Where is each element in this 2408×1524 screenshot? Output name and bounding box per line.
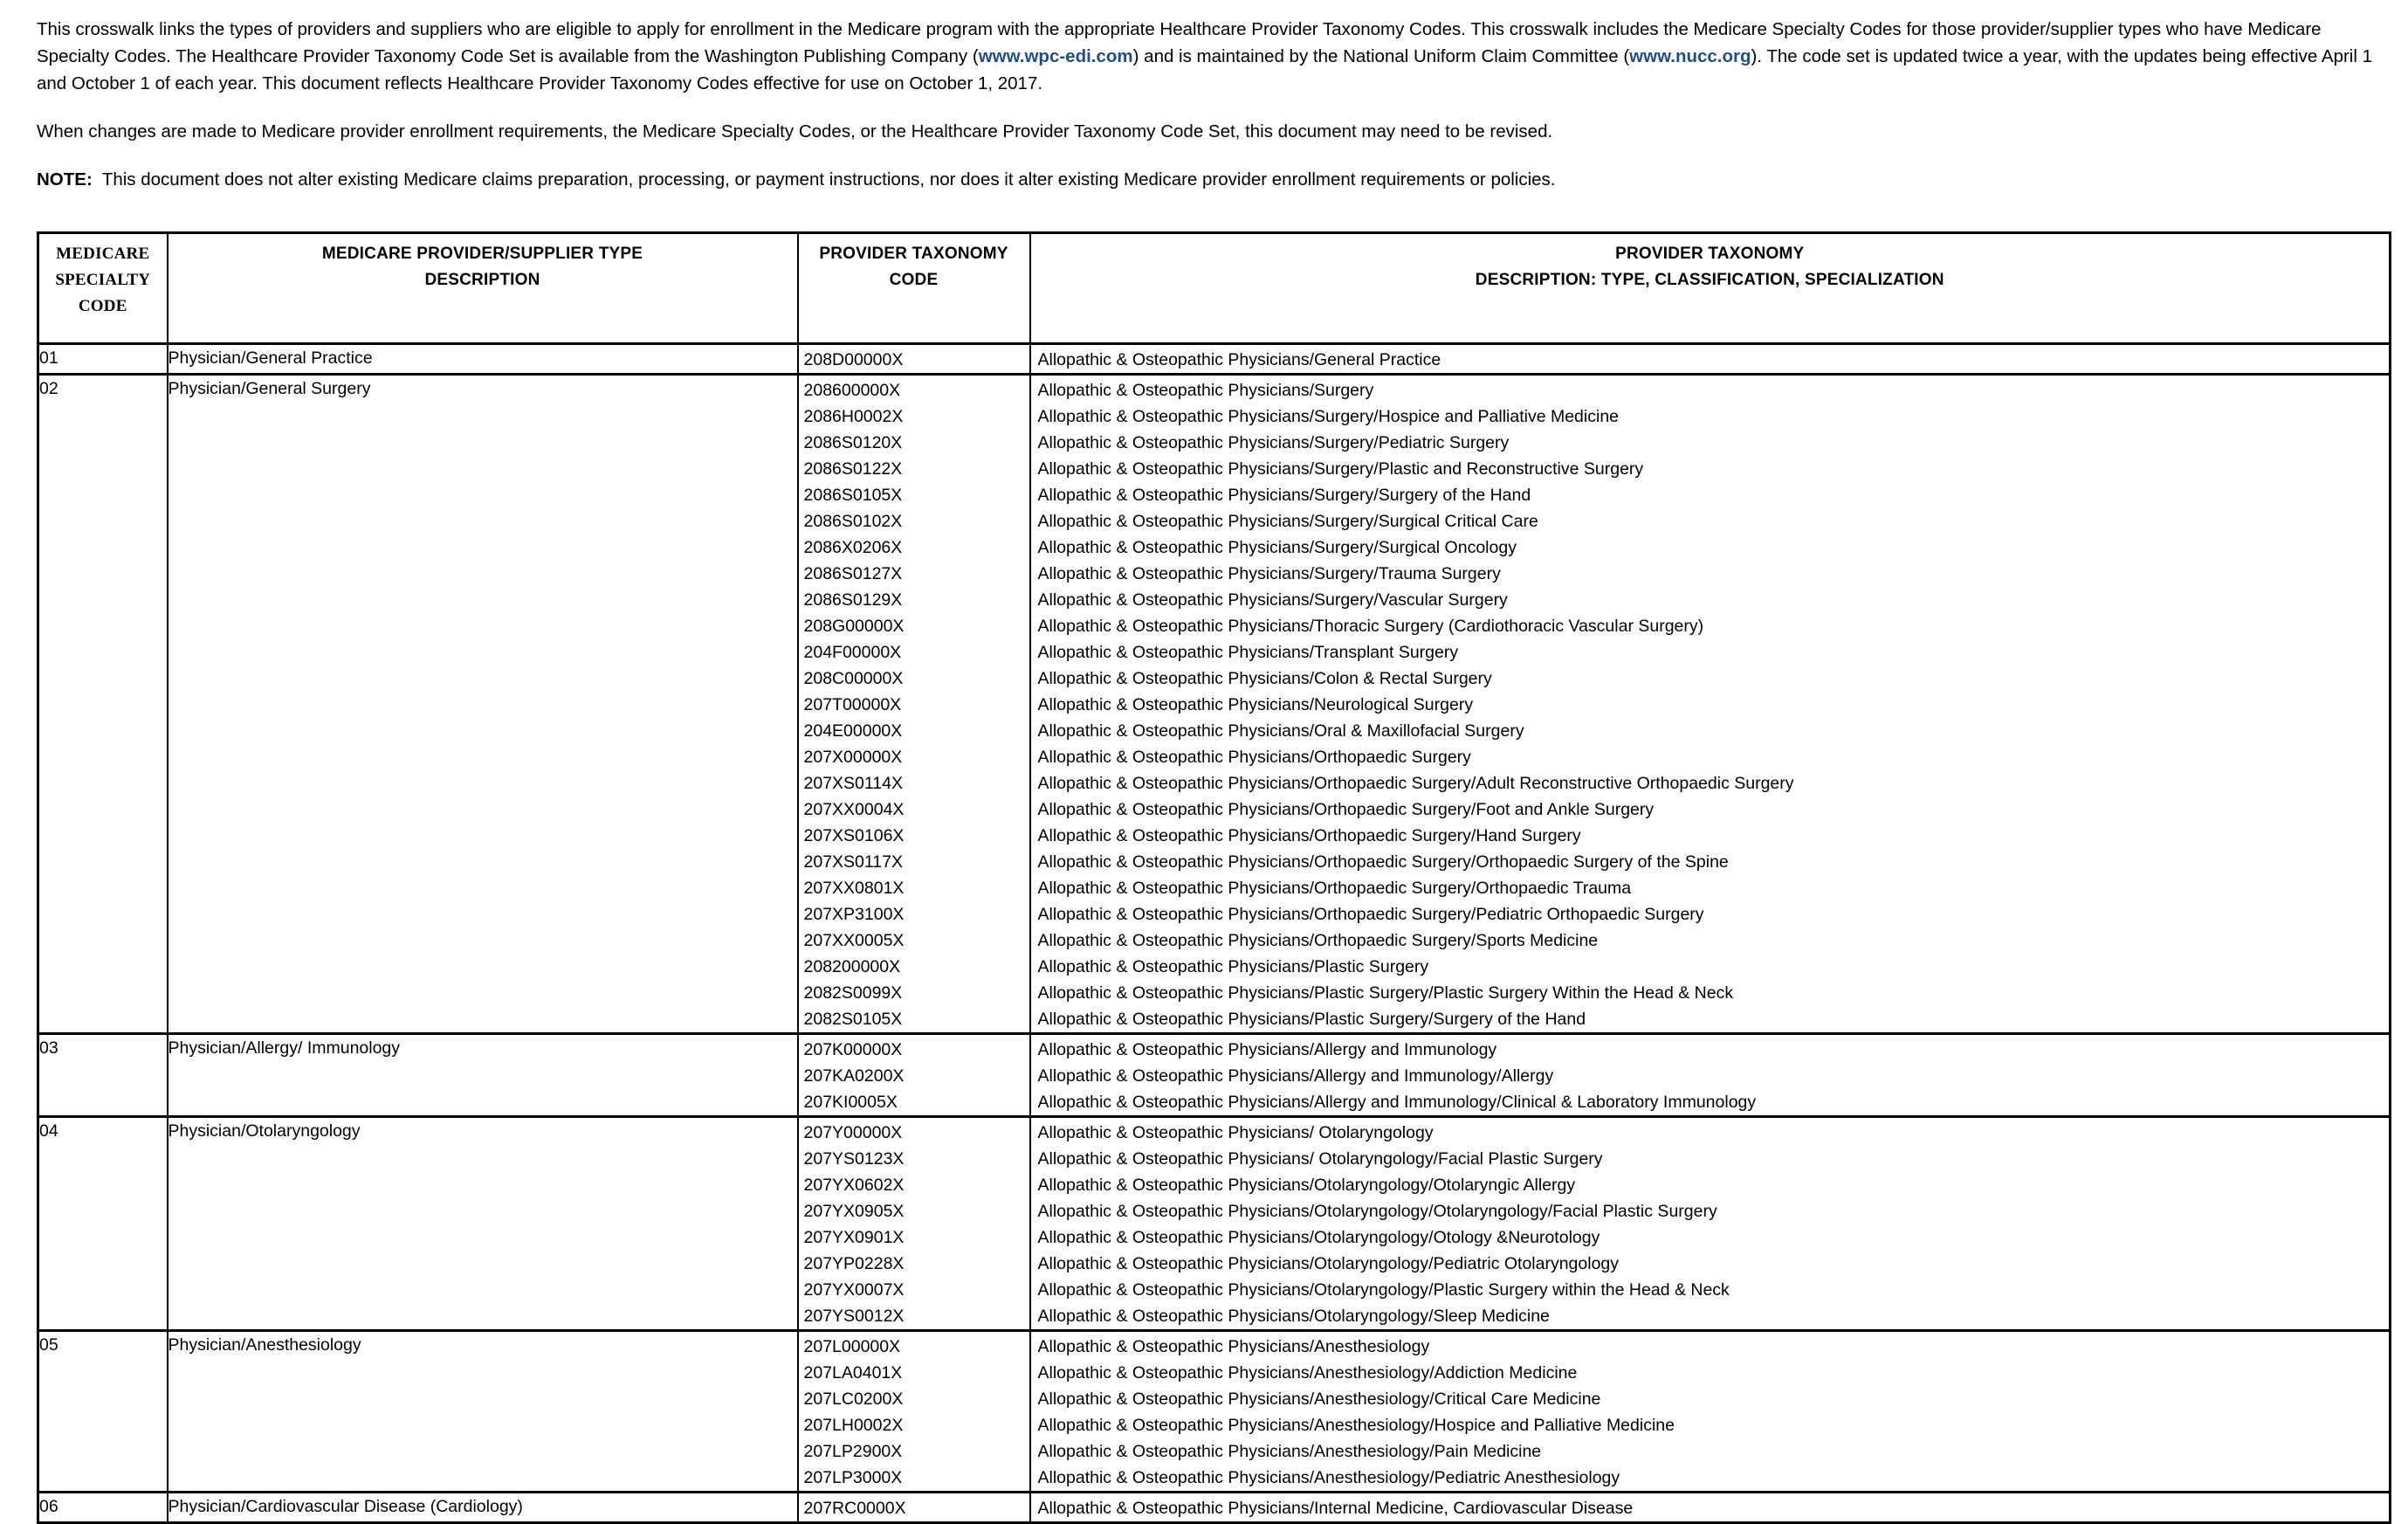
taxonomy-description: Allopathic & Osteopathic Physicians/ Otolaryngology/Facial Plastic Surgery xyxy=(1037,1149,1603,1169)
col-header-taxonomy-code-line-2: CODE xyxy=(889,271,939,289)
cell-taxonomy-codes xyxy=(798,1331,1030,1493)
taxonomy-description: Allopathic & Osteopathic Physicians/Surgery/Surgery of the Hand xyxy=(1037,486,1531,505)
wpc-edi-link[interactable]: www.wpc-edi.com xyxy=(978,46,1133,66)
taxonomy-code: 207KI0005X xyxy=(803,1093,898,1112)
cell-taxonomy-descriptions xyxy=(1030,1331,2391,1493)
taxonomy-description: Allopathic & Osteopathic Physicians/Otolaryngology/Pediatric Otolaryngology xyxy=(1037,1254,1620,1273)
taxonomy-description: Allopathic & Osteopathic Physicians/Colon & Rectal Surgery xyxy=(1037,669,1492,688)
taxonomy-description: Allopathic & Osteopathic Physicians/Surgery/Trauma Surgery xyxy=(1037,564,1501,583)
taxonomy-code: 207Y00000X xyxy=(803,1123,903,1142)
taxonomy-code: 207LC0200X xyxy=(803,1390,904,1409)
cell-taxonomy-codes xyxy=(798,1493,1030,1523)
cell-provider-type: Physician/Cardiovascular Disease (Cardiology) xyxy=(168,1493,798,1523)
table-row xyxy=(38,1117,2391,1331)
taxonomy-description: Allopathic & Osteopathic Physicians/Orthopaedic Surgery/Hand Surgery xyxy=(1037,826,1581,845)
taxonomy-code: 207YX0901X xyxy=(803,1228,905,1247)
taxonomy-code: 207LH0002X xyxy=(803,1416,904,1435)
taxonomy-description: Allopathic & Osteopathic Physicians/Surgery/Surgical Oncology xyxy=(1037,538,1517,557)
taxonomy-description: Allopathic & Osteopathic Physicians/Orthopaedic Surgery/Sports Medicine xyxy=(1037,931,1599,950)
taxonomy-description: Allopathic & Osteopathic Physicians/Neurological Surgery xyxy=(1037,695,1474,714)
table-row xyxy=(38,344,2391,375)
table-header-row xyxy=(38,233,2391,344)
taxonomy-description: Allopathic & Osteopathic Physicians/Orthopaedic Surgery xyxy=(1037,748,1471,767)
cell-taxonomy-codes xyxy=(798,1034,1030,1117)
taxonomy-code: 207YP0228X xyxy=(803,1254,905,1273)
table-body xyxy=(38,344,2391,1523)
taxonomy-code: 2082S0105X xyxy=(803,1010,903,1029)
cell-taxonomy-codes xyxy=(798,1117,1030,1331)
taxonomy-code: 2086S0122X xyxy=(803,459,903,479)
cell-taxonomy-descriptions xyxy=(1030,375,2391,1034)
taxonomy-code: 207LP3000X xyxy=(803,1468,903,1487)
intro-paragraph-1 xyxy=(37,16,2385,97)
taxonomy-description: Allopathic & Osteopathic Physicians/Plastic Surgery/Surgery of the Hand xyxy=(1037,1010,1586,1029)
cell-taxonomy-descriptions xyxy=(1030,1034,2391,1117)
intro-note xyxy=(37,166,2385,193)
cell-taxonomy-descriptions xyxy=(1030,1493,2391,1523)
taxonomy-description: Allopathic & Osteopathic Physicians/Allergy and Immunology/Allergy xyxy=(1037,1066,1554,1086)
cell-specialty-code: 01 xyxy=(38,344,168,375)
taxonomy-code: 204F00000X xyxy=(803,643,902,662)
taxonomy-code: 207L00000X xyxy=(803,1337,901,1356)
cell-specialty-code: 06 xyxy=(38,1493,168,1523)
taxonomy-description: Allopathic & Osteopathic Physicians/Thoracic Surgery (Cardiothoracic Vascular Surgery) xyxy=(1037,617,1704,636)
table-row xyxy=(38,1493,2391,1523)
taxonomy-description: Allopathic & Osteopathic Physicians/Surgery/Plastic and Reconstructive Surgery xyxy=(1037,459,1644,479)
taxonomy-code: 207YS0012X xyxy=(803,1307,905,1326)
taxonomy-description: Allopathic & Osteopathic Physicians/Anesthesiology/Pediatric Anesthesiology xyxy=(1037,1468,1620,1487)
taxonomy-description: Allopathic & Osteopathic Physicians/Anesthesiology/Addiction Medicine xyxy=(1037,1363,1578,1383)
taxonomy-code: 207YX0602X xyxy=(803,1176,905,1195)
table-row xyxy=(38,1034,2391,1117)
taxonomy-code: 2086S0120X xyxy=(803,433,903,452)
taxonomy-description: Allopathic & Osteopathic Physicians/Orthopaedic Surgery/Orthopaedic Trauma xyxy=(1037,879,1632,898)
taxonomy-code: 207XX0801X xyxy=(803,879,905,898)
taxonomy-description: Allopathic & Osteopathic Physicians/Surgery/Vascular Surgery xyxy=(1037,590,1508,610)
taxonomy-code: 2086X0206X xyxy=(803,538,903,557)
cell-specialty-code: 03 xyxy=(38,1034,168,1117)
taxonomy-description: Allopathic & Osteopathic Physicians/Transplant Surgery xyxy=(1037,643,1459,662)
taxonomy-code: 207XS0114X xyxy=(803,774,903,793)
taxonomy-code: 2086S0105X xyxy=(803,486,903,505)
taxonomy-description: Allopathic & Osteopathic Physicians/Oral & Maxillofacial Surgery xyxy=(1037,721,1524,741)
taxonomy-description: Allopathic & Osteopathic Physicians/General Practice xyxy=(1037,350,1441,369)
cell-specialty-code: 05 xyxy=(38,1331,168,1493)
cell-taxonomy-codes xyxy=(798,375,1030,1034)
col-header-provider-type xyxy=(168,233,798,344)
taxonomy-code: 208C00000X xyxy=(803,669,904,688)
taxonomy-description: Allopathic & Osteopathic Physicians/Anesthesiology/Pain Medicine xyxy=(1037,1442,1542,1461)
taxonomy-description: Allopathic & Osteopathic Physicians/Orthopaedic Surgery/Foot and Ankle Surgery xyxy=(1037,800,1655,819)
taxonomy-code: 208G00000X xyxy=(803,617,905,636)
taxonomy-description: Allopathic & Osteopathic Physicians/ Otolaryngology xyxy=(1037,1123,1434,1142)
cell-provider-type: Physician/General Practice xyxy=(168,344,798,375)
taxonomy-description: Allopathic & Osteopathic Physicians/Anesthesiology xyxy=(1037,1337,1430,1356)
taxonomy-code: 207K00000X xyxy=(803,1040,903,1059)
crosswalk-table-wrapper xyxy=(37,231,2389,1524)
crosswalk-table xyxy=(37,231,2391,1524)
col-header-taxonomy-code xyxy=(798,233,1030,344)
taxonomy-description: Allopathic & Osteopathic Physicians/Allergy and Immunology/Clinical & Laboratory Immunology xyxy=(1037,1093,1757,1112)
taxonomy-code: 207YX0007X xyxy=(803,1280,905,1300)
cell-taxonomy-codes xyxy=(798,344,1030,375)
taxonomy-description: Allopathic & Osteopathic Physicians/Orthopaedic Surgery/Pediatric Orthopaedic Surgery xyxy=(1037,905,1704,924)
taxonomy-description: Allopathic & Osteopathic Physicians/Anesthesiology/Critical Care Medicine xyxy=(1037,1390,1601,1409)
taxonomy-description: Allopathic & Osteopathic Physicians/Otolaryngology/Otolaryngic Allergy xyxy=(1037,1176,1576,1195)
intro-text-block xyxy=(37,16,2385,193)
taxonomy-description: Allopathic & Osteopathic Physicians/Anesthesiology/Hospice and Palliative Medicine xyxy=(1037,1416,1675,1435)
taxonomy-code: 2082S0099X xyxy=(803,983,903,1003)
col-header-specialty-code xyxy=(38,233,168,344)
taxonomy-code: 207XS0106X xyxy=(803,826,905,845)
taxonomy-description: Allopathic & Osteopathic Physicians/Surgery xyxy=(1037,381,1374,400)
taxonomy-code: 208200000X xyxy=(803,957,901,976)
taxonomy-description: Allopathic & Osteopathic Physicians/Orthopaedic Surgery/Orthopaedic Surgery of the Spine xyxy=(1037,852,1729,872)
taxonomy-description: Allopathic & Osteopathic Physicians/Plastic Surgery/Plastic Surgery Within the Head & Neck xyxy=(1037,983,1734,1003)
taxonomy-code: 207XX0005X xyxy=(803,931,905,950)
taxonomy-code: 208D00000X xyxy=(803,350,904,369)
cell-provider-type: Physician/Anesthesiology xyxy=(168,1331,798,1493)
intro-paragraph-1-part-c: ). The code set is updated twice a year, with the updates being effective April 1 and October 1 of each year. This document reflects Healthcare Provider Taxonomy Codes effective for use on October 1, 2017. xyxy=(37,46,2372,93)
taxonomy-code: 207RC0000X xyxy=(803,1499,906,1518)
taxonomy-description: Allopathic & Osteopathic Physicians/Orthopaedic Surgery/Adult Reconstructive Orthopaedic Surgery xyxy=(1037,774,1794,793)
taxonomy-description: Allopathic & Osteopathic Physicians/Internal Medicine, Cardiovascular Disease xyxy=(1037,1499,1634,1518)
col-header-taxonomy-description-line-1: PROVIDER TAXONOMY xyxy=(1615,245,1805,263)
taxonomy-description: Allopathic & Osteopathic Physicians/Otolaryngology/Otolaryngology/Facial Plastic Surgery xyxy=(1037,1202,1717,1221)
col-header-taxonomy-description xyxy=(1030,233,2391,344)
col-header-provider-type-line-1: MEDICARE PROVIDER/SUPPLIER TYPE xyxy=(321,245,643,263)
col-header-specialty-code-line-2: SPECIALTY xyxy=(55,271,151,289)
taxonomy-description: Allopathic & Osteopathic Physicians/Surgery/Pediatric Surgery xyxy=(1037,433,1510,452)
taxonomy-description: Allopathic & Osteopathic Physicians/Otolaryngology/Otology &Neurotology xyxy=(1037,1228,1600,1247)
note-label: NOTE: xyxy=(37,169,93,190)
intro-paragraph-1-part-b: ) and is maintained by the National Uniform Claim Committee ( xyxy=(1132,46,1630,66)
intro-paragraph-2: When changes are made to Medicare provider enrollment requirements, the Medicare Specialty Codes, or the Healthcare Provider Taxonomy Code Set, this document may need to be revised. xyxy=(37,121,1553,141)
taxonomy-description: Allopathic & Osteopathic Physicians/Surgery/Hospice and Palliative Medicine xyxy=(1037,407,1620,426)
taxonomy-code: 2086S0129X xyxy=(803,590,903,610)
taxonomy-code: 207XS0117X xyxy=(803,852,903,872)
col-header-taxonomy-description-line-2: DESCRIPTION: TYPE, CLASSIFICATION, SPECIALIZATION xyxy=(1475,271,1944,289)
intro-paragraph-1-part-a: This crosswalk links the types of providers and suppliers who are eligible to apply for enrollment in the Medicare program with the appropriate Healthcare Provider Taxonomy Codes. This crosswalk includes the Medicare Specialty Codes for those provider/supplier types who have Medicare Specialty Codes. The Healthcare Provider Taxonomy Code Set is available from the Washington Publishing Company ( xyxy=(37,19,2322,66)
taxonomy-code: 208600000X xyxy=(803,381,901,400)
cell-provider-type: Physician/General Surgery xyxy=(168,375,798,1034)
cell-provider-type: Physician/Allergy/ Immunology xyxy=(168,1034,798,1117)
cell-taxonomy-descriptions xyxy=(1030,344,2391,375)
col-header-specialty-code-line-3: CODE xyxy=(78,297,127,315)
taxonomy-code: 207T00000X xyxy=(803,695,902,714)
cell-specialty-code: 04 xyxy=(38,1117,168,1331)
table-header xyxy=(38,233,2391,344)
taxonomy-description: Allopathic & Osteopathic Physicians/Allergy and Immunology xyxy=(1037,1040,1497,1059)
taxonomy-code: 2086S0127X xyxy=(803,564,903,583)
taxonomy-description: Allopathic & Osteopathic Physicians/Surgery/Surgical Critical Care xyxy=(1037,512,1538,531)
taxonomy-code: 204E00000X xyxy=(803,721,903,741)
taxonomy-code: 2086H0002X xyxy=(803,407,904,426)
nucc-link[interactable]: www.nucc.org xyxy=(1629,46,1751,66)
taxonomy-description: Allopathic & Osteopathic Physicians/Plastic Surgery xyxy=(1037,957,1429,976)
cell-taxonomy-descriptions xyxy=(1030,1117,2391,1331)
taxonomy-code: 207KA0200X xyxy=(803,1066,905,1086)
cell-specialty-code: 02 xyxy=(38,375,168,1034)
taxonomy-code: 207LA0401X xyxy=(803,1363,903,1383)
col-header-provider-type-line-2: DESCRIPTION xyxy=(424,271,540,289)
cell-provider-type: Physician/Otolaryngology xyxy=(168,1117,798,1331)
taxonomy-code: 207LP2900X xyxy=(803,1442,903,1461)
col-header-taxonomy-code-line-1: PROVIDER TAXONOMY xyxy=(819,245,1008,263)
taxonomy-description: Allopathic & Osteopathic Physicians/Otolaryngology/Sleep Medicine xyxy=(1037,1307,1550,1326)
table-row xyxy=(38,1331,2391,1493)
taxonomy-code: 207YS0123X xyxy=(803,1149,905,1169)
col-header-specialty-code-line-1: MEDICARE xyxy=(56,245,150,263)
taxonomy-code: 2086S0102X xyxy=(803,512,903,531)
taxonomy-code: 207XX0004X xyxy=(803,800,905,819)
taxonomy-code: 207XP3100X xyxy=(803,905,905,924)
table-row xyxy=(38,375,2391,1034)
note-body: This document does not alter existing Medicare claims preparation, processing, or payment instructions, nor does it alter existing Medicare provider enrollment requirements or policies. xyxy=(101,169,1556,190)
taxonomy-code: 207YX0905X xyxy=(803,1202,905,1221)
taxonomy-code: 207X00000X xyxy=(803,748,903,767)
taxonomy-description: Allopathic & Osteopathic Physicians/Otolaryngology/Plastic Surgery within the Head & Neck xyxy=(1037,1280,1730,1300)
